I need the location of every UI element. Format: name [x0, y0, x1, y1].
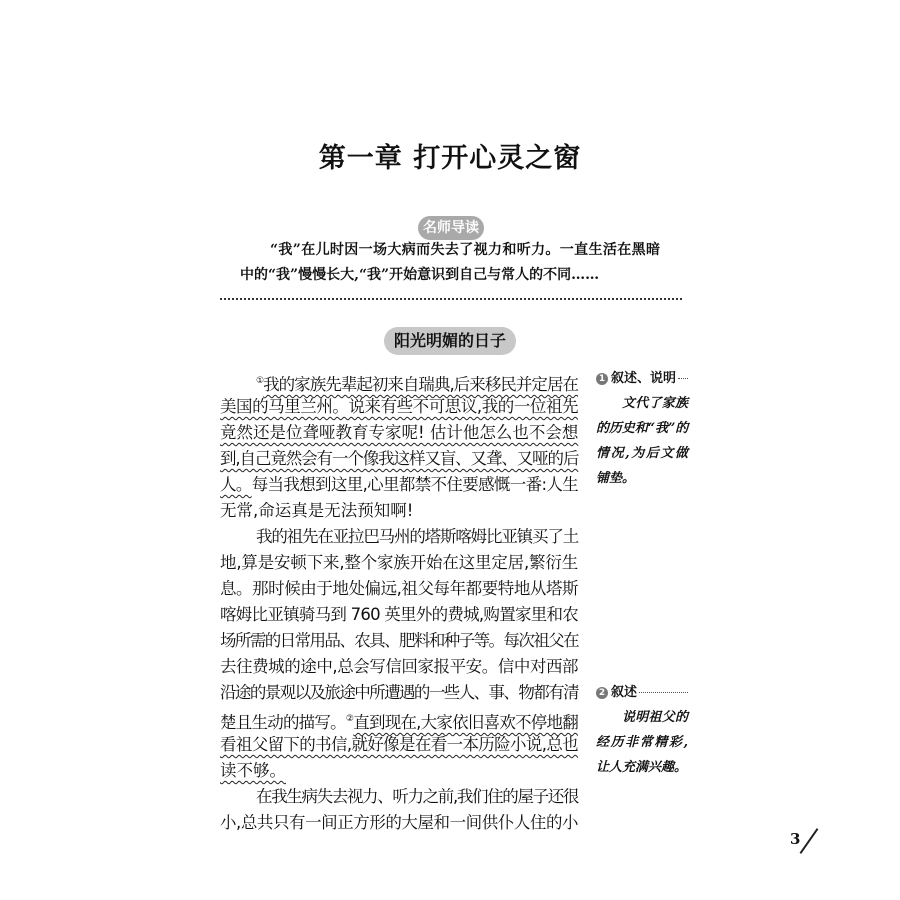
text-segment: 场所需的日常用品、农具、肥料和种子等。每次祖父在: [220, 631, 578, 650]
leader-dots: [639, 692, 688, 693]
text-segment: 息。那时候由于地处偏远,祖父每年都要特地从塔斯: [220, 579, 578, 598]
annotation-marker: ①: [256, 376, 264, 386]
text-line: [220, 394, 578, 420]
leader-dots: [678, 378, 688, 379]
section-title: 阳光明媚的日子: [384, 327, 516, 355]
text-segment: 无常,命运真是无法预知啊!: [220, 501, 414, 520]
text-line: [220, 654, 578, 680]
text-segment: 每当我想到这里,心里都禁不住要感慨一番:人生: [251, 475, 578, 494]
underlined-text: 直到现在,大家依旧喜欢不停地翻: [353, 713, 578, 732]
side-note-1: [596, 366, 688, 491]
text-line: [220, 498, 578, 524]
note-line: 说明祖父的: [622, 710, 688, 725]
text-line: [220, 628, 578, 654]
text-segment: 在我生病失去视力、听力之前,我们住的屋子还很: [256, 787, 578, 806]
intro-text: [240, 238, 660, 288]
note-number-icon: 1: [596, 373, 608, 385]
intro-line: 中的“我”慢慢长大,“我”开始意识到自己与常人的不同……: [240, 267, 600, 283]
underlined-text: 美国的马里兰州。说来有些不可思议,我的一位祖先: [220, 397, 578, 416]
page-number: 3: [790, 830, 801, 848]
text-line: [220, 758, 578, 784]
note-line: 文代了家族: [622, 396, 688, 411]
text-line: [220, 524, 578, 550]
underlined-text: 竟然还是位聋哑教育专家呢! 估计他怎么也不会想: [220, 423, 579, 442]
text-line: [220, 576, 578, 602]
text-line: [220, 446, 578, 472]
note-line: 铺垫。: [596, 471, 636, 486]
underlined-text: 读不够。: [220, 761, 286, 780]
note-line: 的历史和“我”的: [596, 421, 689, 436]
text-segment: 小,总共只有一间正方形的大屋和一间供仆人住的小: [220, 813, 578, 832]
text-line: [220, 602, 578, 628]
note-heading: 叙述: [611, 685, 638, 700]
text-line: [220, 680, 578, 706]
guide-badge: 名师导读: [418, 216, 484, 240]
note-number-icon: 2: [596, 687, 608, 699]
text-line: [220, 550, 578, 576]
text-segment: 我的祖先在亚拉巴马州的塔斯喀姆比亚镇买了土: [256, 527, 578, 546]
text-segment: 喀姆比亚镇骑马到 760 英里外的费城,购置家里和农: [220, 605, 578, 624]
text-segment: 去往费城的途中,总会写信回家报平安。信中对西部: [220, 657, 578, 676]
body-text: [220, 368, 578, 836]
underlined-text: 人。: [220, 475, 252, 494]
annotation-marker: ②: [345, 714, 354, 724]
page-number-slash: [800, 828, 819, 854]
underlined-text: 看祖父留下的书信,就好像是在看一本历险小说,总也: [220, 735, 578, 754]
note-line: 情况,为后文做: [596, 446, 688, 461]
text-line: [220, 420, 578, 446]
text-segment: 楚且生动的描写。: [220, 713, 346, 732]
text-segment: 地,算是安顿下来,整个家族开始在这里定居,繁衍生: [220, 553, 578, 572]
divider: [220, 298, 682, 300]
intro-line: “我”在儿时因一场大病而失去了视力和听力。一直生活在黑暗: [270, 242, 660, 258]
text-line: [220, 784, 578, 810]
chapter-title: 第一章 打开心灵之窗: [318, 143, 582, 174]
note-heading: 叙述、说明: [611, 371, 677, 386]
text-line: [220, 732, 578, 758]
text-line: [220, 472, 578, 498]
text-line: [220, 368, 578, 394]
note-line: 让人充满兴趣。: [596, 760, 688, 775]
text-line: [220, 706, 578, 732]
note-line: 经历非常精彩,: [596, 735, 688, 750]
side-note-2: [596, 680, 688, 780]
underlined-text: 我的家族先辈起初来自瑞典,后来移民并定居在: [263, 375, 578, 394]
text-segment: 沿途的景观以及旅途中所遭遇的一些人、事、物都有清: [220, 683, 578, 702]
underlined-text: 到,自己竟然会有一个像我这样又盲、又聋、又哑的后: [220, 449, 579, 468]
text-line: [220, 810, 578, 836]
